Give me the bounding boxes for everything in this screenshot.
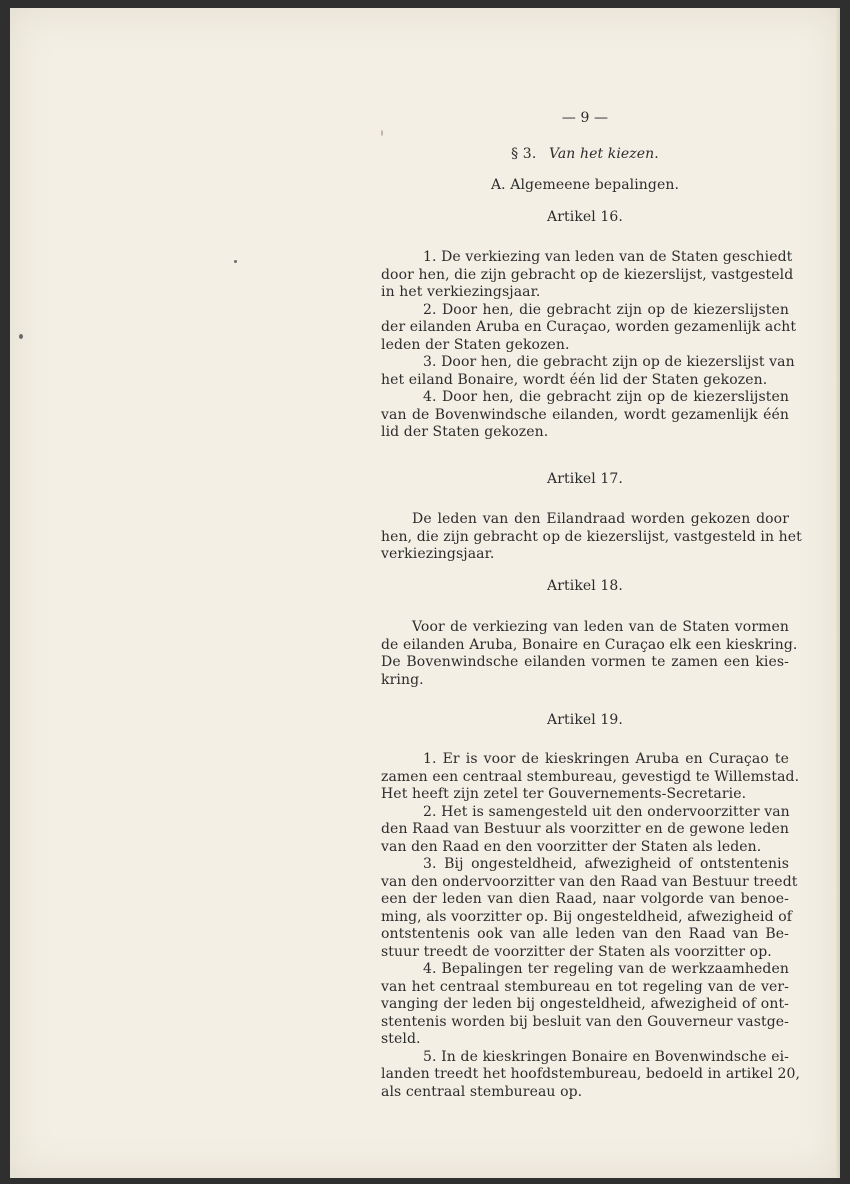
section-heading [381,146,789,162]
text-line: steld. [381,1031,421,1047]
text-line: Voor de verkiezing van leden van de Staten vormen [412,619,789,635]
text-line: De leden van den Eilandraad worden gekozen door [412,511,789,527]
text-line: 5. In de kieskringen Bonaire en Bovenwindsche ei- [423,1048,789,1065]
text-line: zamen een centraal stembureau, gevestigd te Willemstad. [381,768,800,785]
article-16-body [381,249,797,442]
scan-speck [19,334,23,339]
text-line: leden der Staten gekozen. [381,336,570,353]
article-16-heading: Artikel 16. [547,209,623,225]
document-page [10,8,840,1178]
text-line: 2. Het is samengesteld uit den ondervoorzitter van [423,803,790,820]
text-line: van den Raad en den voorzitter der Staten als leden. [381,838,762,855]
text-line: van den ondervoorzitter van den Raad van Bestuur treedt [381,873,798,890]
subsection-heading: A. Algemeene bepalingen. [490,177,680,193]
text-line: lid der Staten gekozen. [381,424,549,440]
text-line: van het centraal stembureau en tot regeling van de ver- [381,978,789,995]
text-line: 4. Door hen, die gebracht zijn op de kiezerslijsten [423,389,789,405]
text-line: der eilanden Aruba en Curaçao, worden gezamenlijk acht [381,319,797,335]
text-line: de eilanden Aruba, Bonaire en Curaçao elk een kieskring. [381,636,798,653]
text-line: stentenis worden bij besluit van den Gouverneur vastge- [381,1013,789,1030]
section-title: Van het kiezen. [548,146,659,162]
scan-speck [381,130,383,136]
text-line: stuur treedt de voorzitter der Staten als voorzitter op. [381,943,772,960]
text-line: Het heeft zijn zetel ter Gouvernements-Secretarie. [381,786,747,802]
article-18-heading: Artikel 18. [547,578,623,594]
text-line: in het verkiezingsjaar. [381,284,541,300]
article-18-body [381,619,798,689]
page-number: — 9 — [561,110,609,126]
text-line: van de Bovenwindsche eilanden, wordt gezamenlijk één [381,406,789,423]
article-17-body [381,511,802,564]
article-17-heading: Artikel 17. [547,471,623,487]
text-line: het eiland Bonaire, wordt één lid der Staten gekozen. [381,371,768,388]
text-line: ontstentenis ook van alle leden van den Raad van Be- [381,926,789,942]
article-19-heading: Artikel 19. [547,712,623,728]
text-line: een der leden van dien Raad, naar volgorde van benoe- [381,891,789,907]
text-line: 4. Bepalingen ter regeling van de werkzaamheden [423,961,789,977]
text-line: De Bovenwindsche eilanden vormen te zamen een kies- [381,654,789,670]
text-line: 3. Door hen, die gebracht zijn op de kiezerslijst van [423,354,795,370]
section-number: § 3. [511,146,537,162]
text-line: hen, die zijn gebracht op de kiezerslijst, vastgesteld in het [381,528,802,545]
text-line: kring. [381,671,424,688]
text-line: 1. Er is voor de kieskringen Aruba en Curaçao te [423,751,789,767]
text-line: 2. Door hen, die gebracht zijn op de kiezerslijsten [423,301,789,318]
text-line: ming, als voorzitter op. Bij ongesteldheid, afwezigheid of [381,908,793,925]
text-line: verkiezingsjaar. [381,546,495,562]
text-line: landen treedt het hoofdstembureau, bedoeld in artikel 20, [381,1066,801,1082]
text-line: als centraal stembureau op. [381,1083,583,1100]
text-line: den Raad van Bestuur als voorzitter en de gewone leden [381,821,789,837]
text-line: 3. Bij ongesteldheid, afwezigheid of ontstentenis [423,856,789,872]
text-line: door hen, die zijn gebracht op de kiezerslijst, vastgesteld [381,266,794,283]
text-line: 1. De verkiezing van leden van de Staten geschiedt [423,249,793,265]
article-19-body [381,751,801,1101]
scan-speck [234,260,237,263]
text-line: vanging der leden bij ongesteldheid, afwezigheid of ont- [381,996,789,1012]
